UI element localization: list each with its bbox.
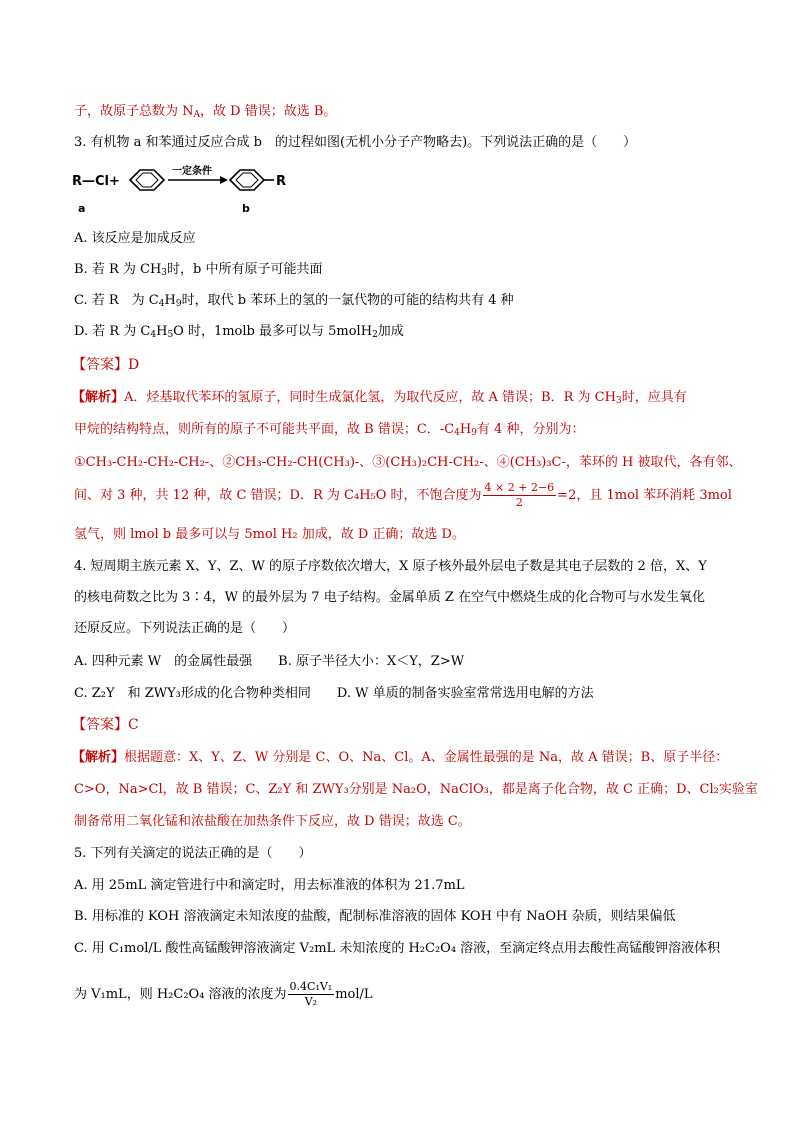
- q4-explanation-line-2: C>O，Na>Cl，故 B 错误；C、Z₂Y 和 ZWY₃分别是 Na₂O，NaClO₃，都是离子化合物，故 C 正确；D、Cl₂实验室: [74, 782, 758, 797]
- q3-explanation-line-4: 间、对 3 种，共 12 种，故 C 错误；D．R 为 C₄H₅O 时，不饱合度为 $\frac{4 \times 2 + 2-6}{2}$ =2，且 1mol 苯环消耗 3mol: [74, 481, 732, 509]
- q4-explanation-line-3: 制备常用二氧化锰和浓盐酸在加热条件下反应，故 D 错误；故选 C。: [74, 814, 471, 829]
- q3-explanation-line-1: 【解析】A．烃基取代苯环的氢原子，同时生成氯化氢，为取代反应，故 A 错误；B．R 为 $CH_3$时，应具有: [72, 390, 687, 406]
- reaction-condition: 一定条件: [172, 166, 212, 177]
- benzene-ring-1-icon: [130, 170, 164, 190]
- q3-explanation-line-3: ①CH₃-CH₂-CH₂-CH₂-、②CH₃-CH₂-CH(CH₃)-、③(CH₃)₂CH-CH₂-、④(CH₃)₃C-，苯环的 H 被取代，各有邻、: [74, 455, 742, 470]
- q5-option-c-line-2: 为 V₁mL，则 H₂C₂O₄ 溶液的浓度为 $\frac{\text{0.4C₁V₁}}{\text{V₂}}$ mol/L: [74, 980, 373, 1008]
- product-r: R: [276, 174, 287, 189]
- q4-answer: 【答案】C: [72, 717, 139, 733]
- q5-option-b: B. 用标准的 KOH 溶液滴定未知浓度的盐酸，配制标准溶液的固体 KOH 中有 NaOH 杂质，则结果偏低: [74, 909, 676, 924]
- q4-explanation-line-1: 【解析】根据题意：X、Y、Z、W 分别是 C、O、Na、Cl。A、金属性最强的是 Na，故 A 错误；B、原子半径：: [72, 750, 729, 765]
- q4-stem-line-3: 还原反应。下列说法正确的是（ ）: [74, 621, 296, 636]
- q3-explanation-line-5: 氢气，则 lmol b 最多可以与 5mol H₂ 加成，故 D 正确；故选 D。: [74, 527, 465, 542]
- q3-stem: 3. 有机物 a 和苯通过反应合成 b 的过程如图(无机小分子产物略去)。下列说法正确的是（ ）: [74, 135, 637, 150]
- q4-options-cd: C. Z₂Y 和 ZWY₃形成的化合物种类相同 D. W 单质的制备实验室常常选用电解的方法: [74, 686, 594, 701]
- q3-option-c: C. 若 R 为 $C_4H_9$时，取代 b 苯环上的氢的一氯代物的可能的结构共有 4 种: [74, 293, 514, 309]
- q4-stem-line-2: 的核电荷数之比为 3∶4，W 的最外层为 7 电子结构。金属单质 Z 在空气中燃烧生成的化合物可与水发生氧化: [74, 590, 706, 605]
- benzene-ring-2-icon: [230, 170, 274, 190]
- q3-option-d: D. 若 R 为 $C_4H_5O$ 时，1molb 最多可以与 5molH$_2$加成: [74, 324, 404, 340]
- reaction-arrow-icon: [168, 176, 228, 184]
- prev-explanation-tail: 子，故原子总数为 $N_A$，故 D 错误；故选 B。: [74, 104, 337, 120]
- q4-options-ab: A. 四种元素 W 的金属性最强 B. 原子半径大小：X＜Y，Z>W: [74, 654, 465, 669]
- q3-option-b: B. 若 R 为 $CH_3$时，b 中所有原子可能共面: [74, 262, 323, 278]
- reaction-diagram: [72, 160, 302, 220]
- q5-option-a: A. 用 25mL 滴定管进行中和滴定时，用去标准液的体积为 21.7mL: [74, 878, 465, 893]
- q3-option-a: A. 该反应是加成反应: [74, 231, 196, 246]
- label-a: a: [78, 202, 86, 215]
- q3-explanation-line-2: 甲烷的结构特点，则所有的原子不可能共平面，故 B 错误；C．$-C_4H_9$有 4 种，分别为：: [74, 422, 585, 438]
- concentration-fraction: $\frac{\text{0.4C₁V₁}}{\text{V₂}}$: [289, 980, 333, 1008]
- reactant-text: R—Cl+: [72, 174, 120, 189]
- label-b: b: [242, 202, 250, 215]
- q5-option-c-line-1: C. 用 C₁mol/L 酸性高锰酸钾溶液滴定 V₂mL 未知浓度的 H₂C₂O₄ 溶液，至滴定终点用去酸性高锰酸钾溶液体积: [74, 941, 721, 956]
- unsaturation-fraction: $\frac{4 \times 2 + 2-6}{2}$: [484, 481, 555, 509]
- q5-stem: 5. 下列有关滴定的说法正确的是（ ）: [74, 846, 312, 861]
- q3-answer: 【答案】D: [72, 357, 140, 373]
- q4-stem-line-1: 4. 短周期主族元素 X、Y、Z、W 的原子序数依次增大，X 原子核外最外层电子数是其电子层数的 2 倍，X、Y: [74, 559, 707, 574]
